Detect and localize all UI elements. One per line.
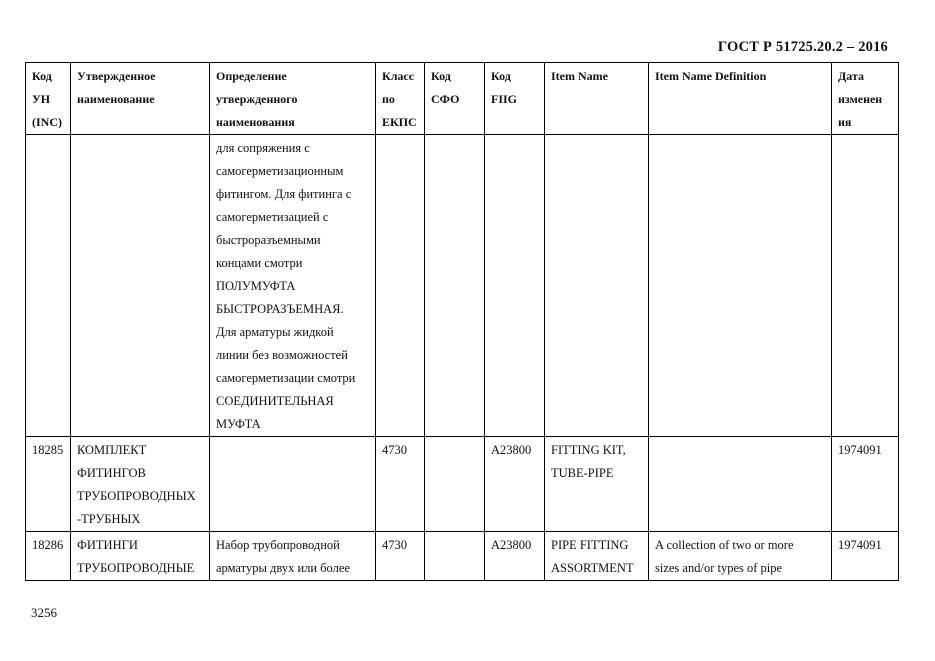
table-row <box>26 532 899 581</box>
catalog-table <box>25 62 899 581</box>
header-sfo-code: Код СФО <box>425 63 485 135</box>
cell-definition: для сопряжения с самогерметизационным фитингом. Для фитинга с самогерметизацией с быстроразъемными концами смотри ПОЛУМУФТА БЫСТРОРАЗЪЕМНАЯ. Для арматуры жидкой линии без возможностей самогерметизации смотри СОЕДИНИТЕЛЬНАЯ МУФТА <box>210 135 376 437</box>
cell-item-name-definition <box>649 135 832 437</box>
page-number: 3256 <box>31 605 57 620</box>
header-item-name-definition: Item Name Definition <box>649 63 832 135</box>
cell-fiig-code: A23800 <box>485 532 545 581</box>
cell-change-date <box>832 135 899 437</box>
cell-approved-name: ФИТИНГИ ТРУБОПРОВОДНЫЕ <box>71 532 210 581</box>
cell-sfo-code <box>425 135 485 437</box>
cell-change-date: 1974091 <box>832 437 899 532</box>
cell-definition: Набор трубопроводной арматуры двух или более <box>210 532 376 581</box>
table-row <box>26 437 899 532</box>
cell-sfo-code <box>425 437 485 532</box>
header-approved-name-definition: Определение утвержденного наименования <box>210 63 376 135</box>
cell-inc-code: 18286 <box>26 532 71 581</box>
cell-ekps-class: 4730 <box>376 532 425 581</box>
cell-item-name: FITTING KIT, TUBE-PIPE <box>545 437 649 532</box>
cell-item-name <box>545 135 649 437</box>
document-header: ГОСТ Р 51725.20.2 – 2016 <box>717 39 888 55</box>
cell-ekps-class: 4730 <box>376 437 425 532</box>
header-inc-code: Код УН (INC) <box>26 63 71 135</box>
cell-fiig-code <box>485 135 545 437</box>
header-item-name: Item Name <box>545 63 649 135</box>
cell-approved-name <box>71 135 210 437</box>
cell-approved-name: КОМПЛЕКТ ФИТИНГОВ ТРУБОПРОВОДНЫХ -ТРУБНЫХ <box>71 437 210 532</box>
cell-sfo-code <box>425 532 485 581</box>
cell-item-name-definition: A collection of two or more sizes and/or types of pipe <box>649 532 832 581</box>
cell-ekps-class <box>376 135 425 437</box>
cell-definition <box>210 437 376 532</box>
cell-item-name: PIPE FITTING ASSORTMENT <box>545 532 649 581</box>
cell-fiig-code: A23800 <box>485 437 545 532</box>
header-approved-name: Утвержденное наименование <box>71 63 210 135</box>
cell-inc-code <box>26 135 71 437</box>
cell-change-date: 1974091 <box>832 532 899 581</box>
header-change-date: Дата изменен ия <box>832 63 899 135</box>
cell-inc-code: 18285 <box>26 437 71 532</box>
header-fiig-code: Код FIIG <box>485 63 545 135</box>
header-ekps-class: Класс по ЕКПС <box>376 63 425 135</box>
table-row <box>26 135 899 437</box>
table-header-row <box>26 63 899 135</box>
cell-item-name-definition <box>649 437 832 532</box>
